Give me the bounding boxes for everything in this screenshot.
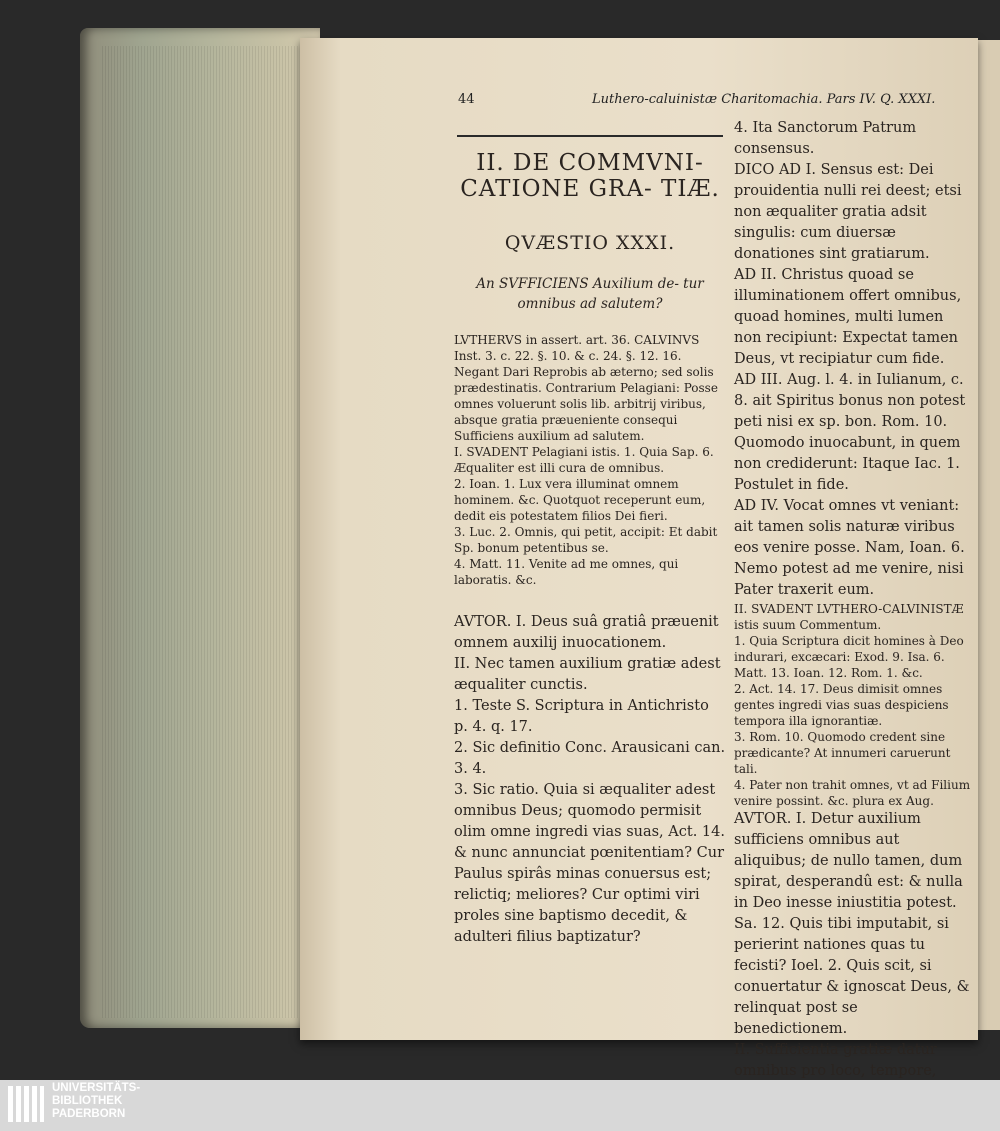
- left-body-small: [454, 332, 726, 588]
- page-edges: [80, 28, 320, 1028]
- paragraph: 3. Sic ratio. Quia si æqualiter adest omnibus Deus; quomodo permisit olim omne ingredi vias suas, Act. 14. & nunc annunciat pœnitentiam? Cur Paulus spirâs minas conuersus est; relictiq; meliores? Cur optimi viri proles sine baptismo decedit, & adulteri filius baptizatur?: [454, 782, 725, 945]
- logo-line: UNIVERSITÄTS-: [52, 1082, 141, 1094]
- running-head: Luthero-caluinistæ Charitomachia. Pars IV. Q. XXXI.: [592, 92, 936, 107]
- paragraph: 1. Quia Scriptura dicit homines à Deo indurari, excæcari: Exod. 9. Isa. 6. Matt. 13. Ioan. 12. Rom. 1. &c.: [734, 634, 964, 680]
- paragraph: AVTOR. I. Detur auxilium sufficiens omnibus aut aliquibus; de nullo tamen, dum spirat, desperandû est: & nulla in Deo inesse iniustitia potest. Sa. 12. Quis tibi imputabit, si perierint nationes quas tu fecisti? Ioel. 2. Quis scit, si conuertatur & ignoscat Deus, & relinquat post se benedictionem.: [734, 811, 970, 1037]
- paragraph: II. SVADENT LVTHERO-CALVINISTÆ istis suum Commentum.: [734, 602, 964, 632]
- paragraph: AD IV. Vocat omnes vt veniant: ait tamen solis naturæ viribus eos venire posse. Nam, Ioan. 6. Nemo potest ad me venire, nisi Pater traxerit eum.: [734, 498, 965, 598]
- section-title: II. DE COMMVNI- CATIONE GRA- TIÆ.: [460, 150, 720, 202]
- paragraph: 2. Sic definitio Conc. Arausicani can. 3. 4.: [454, 740, 726, 777]
- paragraph: LVTHERVS in assert. art. 36. CALVINVS Inst. 3. c. 22. §. 10. & c. 24. §. 12. 16. Negant Dari Reprobis ab æterno; sed solis prædestinatis. Contrarium Pelagiani: Posse omnes voluerunt solis lib. arbitrij viribus, absque gratia præueniente consequi Sufficiens auxilium ad salutem.: [454, 333, 718, 443]
- question-title: QVÆSTIO XXXI.: [504, 232, 676, 254]
- logo-line: PADERBORN: [52, 1108, 126, 1120]
- paragraph: 1. Teste S. Scriptura in Antichristo p. 4. q. 17.: [454, 698, 709, 735]
- paragraph: AD III. Aug. l. 4. in Iulianum, c. 8. ait Spiritus bonus non potest peti nisi ex sp. bon. Rom. 10. Quomodo inuocabunt, in quem non crediderunt: Itaque Iac. 1. Postulet in fide.: [734, 372, 966, 493]
- logo-line: BIBLIOTHEK: [52, 1095, 123, 1107]
- left-body-large: [454, 612, 726, 948]
- paragraph: II. Sufficientia gratiæ datur omnibus pro loco, tempore,: [734, 1042, 937, 1079]
- paragraph: 4. Matt. 11. Venite ad me omnes, qui laboratis. &c.: [454, 557, 679, 587]
- paragraph: AD II. Christus quoad se illuminationem offert omnibus, quoad homines, multi lumen non recipiunt: Expectat tamen Deus, vt recipiatur cum fide.: [734, 267, 962, 367]
- paragraph: 3. Rom. 10. Quomodo credent sine prædicante? At innumeri caruerunt tali.: [734, 730, 951, 776]
- facing-page-edge: [978, 40, 1000, 1030]
- right-column: [734, 118, 974, 1124]
- question-text: An SVFFICIENS Auxilium de- tur omnibus ad salutem?: [476, 276, 704, 312]
- header-rule: [457, 135, 723, 137]
- paragraph: DICO AD I. Sensus est: Dei prouidentia nulli rei deest; etsi non æqualiter gratia adsit singulis: cum diuersæ donationes sint gratiarum.: [734, 162, 962, 262]
- paragraph: I. SVADENT Pelagiani istis. 1. Quia Sap. 6. Æqualiter est illi cura de omnibus.: [454, 445, 714, 475]
- paragraph: 2. Ioan. 1. Lux vera illuminat omnem hominem. &c. Quotquot receperunt eum, dedit eis potestatem filios Dei fieri.: [454, 477, 706, 523]
- library-logo-icon: [6, 1084, 46, 1124]
- paragraph: 3. Luc. 2. Omnis, qui petit, accipit: Et dabit Sp. bonum petentibus se.: [454, 525, 718, 555]
- footer-bar: [0, 1080, 1000, 1131]
- paragraph: II. Nec tamen auxilium gratiæ adest æqualiter cunctis.: [454, 656, 721, 693]
- paragraph: 4. Pater non trahit omnes, vt ad Filium venire possint. &c. plura ex Aug.: [734, 778, 971, 808]
- paragraph: 2. Act. 14. 17. Deus dimisit omnes gentes ingredi vias suas despiciens tempora illa ignorantiæ.: [734, 682, 949, 728]
- page-number: 44: [458, 92, 475, 107]
- paragraph: AVTOR. I. Deus suâ gratiâ præuenit omnem auxilij inuocationem.: [454, 614, 719, 651]
- library-logo-text: [52, 1082, 140, 1121]
- paragraph: 4. Ita Sanctorum Patrum consensus.: [734, 120, 917, 157]
